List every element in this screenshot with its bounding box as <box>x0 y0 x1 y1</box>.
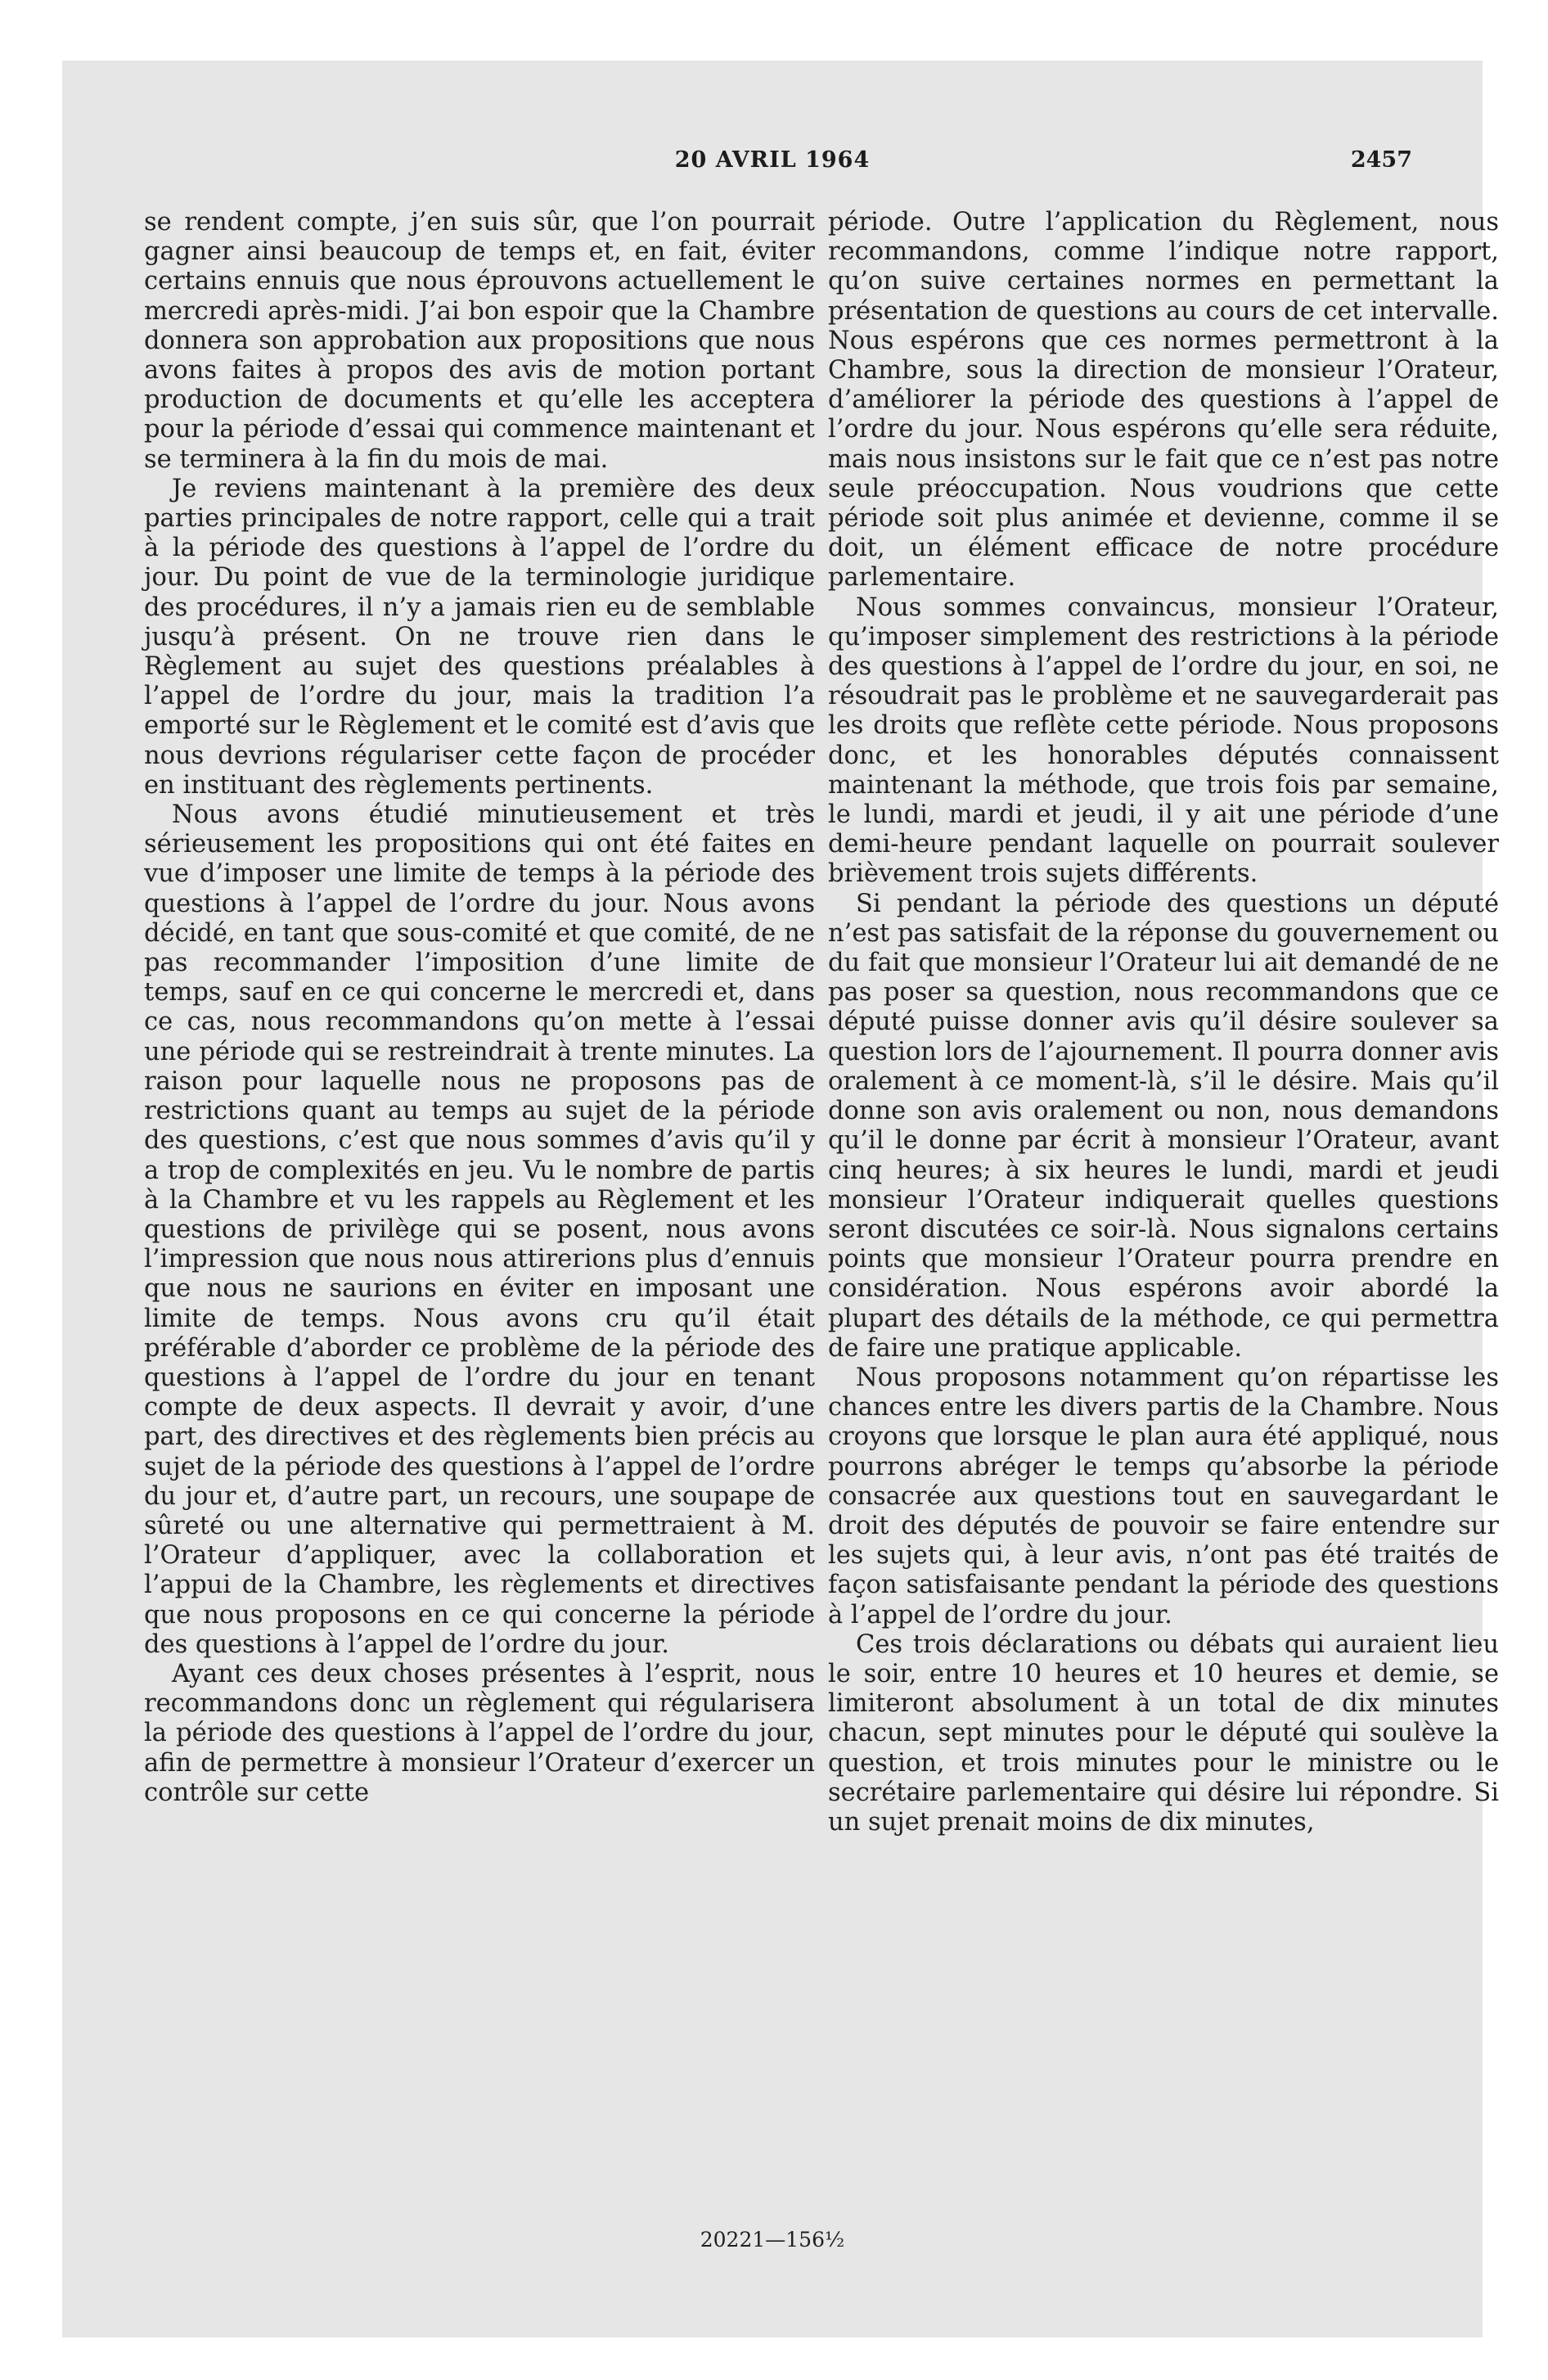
scanned-page <box>62 61 1499 2337</box>
right-column <box>828 208 1499 1837</box>
left-column <box>144 208 815 1808</box>
paragraph: période. Outre l’application du Règlement, nous recommandons, comme l’indique notre rapport, qu’on suive certaines normes en permettant la présentation de questions au cours de cet intervalle. Nous espérons que ces normes permettront à la Chambre, sous la direction de monsieur l’Orateur, d’améliorer la période des questions à l’appel de l’ordre du jour. Nous espérons qu’elle sera réduite, mais nous insistons sur le fait que ce n’est pas notre seule préoccupation. Nous voudrions que cette période soit plus animée et devienne, comme il se doit, un élément efficace de notre procédure parlementaire. <box>828 208 1499 593</box>
paragraph: Ayant ces deux choses présentes à l’esprit, nous recommandons donc un règlement qui régularisera la période des questions à l’appel de l’ordre du jour, afin de permettre à monsieur l’Orateur d’exercer un contrôle sur cette <box>144 1659 815 1807</box>
page-header <box>62 147 1483 180</box>
paragraph: Nous avons étudié minutieusement et très sérieusement les propositions qui ont été faites en vue d’imposer une limite de temps à la période des questions à l’appel de l’ordre du jour. Nous avons décidé, en tant que sous-comité et que comité, de ne pas recommander l’imposition d’une limite de temps, sauf en ce qui concerne le mercredi et, dans ce cas, nous recommandons qu’on mette à l’essai une période qui se restreindrait à trente minutes. La raison pour laquelle nous ne proposons pas de restrictions quant au temps au sujet de la période des questions, c’est que nous sommes d’avis qu’il y a trop de complexités en jeu. Vu le nombre de partis à la Chambre et vu les rappels au Règlement et les questions de privilège qui se posent, nous avons l’impression que nous nous attirerions plus d’ennuis que nous ne saurions en éviter en imposant une limite de temps. Nous avons cru qu’il était préférable d’aborder ce problème de la période des questions à l’appel de l’ordre du jour en tenant compte de deux aspects. Il devrait y avoir, d’une part, des directives et des règlements bien précis au sujet de la période des questions à l’appel de l’ordre du jour et, d’autre part, un recours, une soupape de sûreté ou une alternative qui permettraient à M. l’Orateur d’appliquer, avec la collaboration et l’appui de la Chambre, les règlements et directives que nous proposons en ce qui concerne la période des questions à l’appel de l’ordre du jour. <box>144 800 815 1659</box>
paragraph: Ces trois déclarations ou débats qui auraient lieu le soir, entre 10 heures et 10 heures et demie, se limiteront absolument à un total de dix minutes chacun, sept minutes pour le député qui soulève la question, et trois minutes pour le ministre ou le secrétaire parlementaire qui désire lui répondre. Si un sujet prenait moins de dix minutes, <box>828 1629 1499 1837</box>
page-date: 20 AVRIL 1964 <box>674 147 871 173</box>
paragraph: Je reviens maintenant à la première des deux parties principales de notre rapport, celle qui a trait à la période des questions à l’appel de l’ordre du jour. Du point de vue de la terminologie juridique des procédures, il n’y a jamais rien eu de semblable jusqu’à présent. On ne trouve rien dans le Règlement au sujet des questions préalables à l’appel de l’ordre du jour, mais la tradition l’a emporté sur le Règlement et le comité est d’avis que nous devrions régulariser cette façon de procéder en instituant des règlements pertinents. <box>144 474 815 800</box>
paragraph: Nous sommes convaincus, monsieur l’Orateur, qu’imposer simplement des restrictions à la période des questions à l’appel de l’ordre du jour, en soi, ne résoudrait pas le problème et ne sauvegarderait pas les droits que reflète cette période. Nous proposons donc, et les honorables députés connaissent maintenant la méthode, que trois fois par semaine, le lundi, mardi et jeudi, il y ait une période d’une demi-heure pendant laquelle on pourrait soulever brièvement trois sujets différents. <box>828 593 1499 889</box>
paragraph: Nous proposons notamment qu’on répartisse les chances entre les divers partis de la Chambre. Nous croyons que lorsque le plan aura été appliqué, nous pourrons abréger le temps qu’absorbe la période consacrée aux questions tout en sauvegardant le droit des députés de pouvoir se faire entendre sur les sujets qui, à leur avis, n’ont pas été traités de façon satisfaisante pendant la période des questions à l’appel de l’ordre du jour. <box>828 1363 1499 1629</box>
paragraph: Si pendant la période des questions un député n’est pas satisfait de la réponse du gouvernement ou du fait que monsieur l’Orateur lui ait demandé de ne pas poser sa question, nous recommandons que ce député puisse donner avis qu’il désire soulever sa question lors de l’ajournement. Il pourra donner avis oralement à ce moment-là, s’il le désire. Mais qu’il donne son avis oralement ou non, nous demandons qu’il le donne par écrit à monsieur l’Orateur, avant cinq heures; à six heures le lundi, mardi et jeudi monsieur l’Orateur indiquerait quelles questions seront discutées ce soir-là. Nous signalons certains points que monsieur l’Orateur pourra prendre en considération. Nous espérons avoir abordé la plupart des détails de la méthode, ce qui permettra de faire une pratique applicable. <box>828 889 1499 1363</box>
page-number: 2457 <box>1350 147 1412 173</box>
paragraph: se rendent compte, j’en suis sûr, que l’on pourrait gagner ainsi beaucoup de temps et, en fait, éviter certains ennuis que nous éprouvons actuellement le mercredi après-midi. J’ai bon espoir que la Chambre donnera son approbation aux propositions que nous avons faites à propos des avis de motion portant production de documents et qu’elle les acceptera pour la période d’essai qui commence maintenant et se terminera à la fin du mois de mai. <box>144 208 815 474</box>
printer-signature: 20221—156½ <box>700 2228 845 2252</box>
